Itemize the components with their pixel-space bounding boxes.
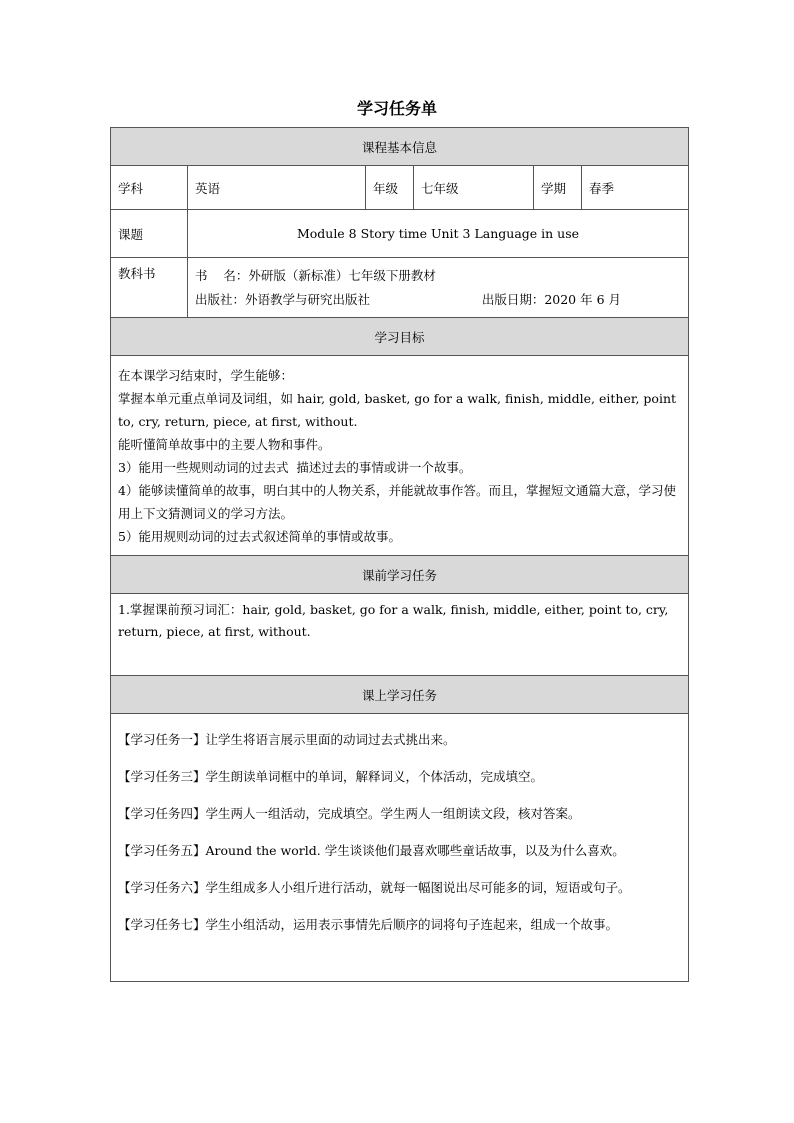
pre-class-tasks [111, 594, 689, 676]
objectives-list [111, 356, 689, 556]
objective-item: 能听懂简单故事中的主要人物和事件。 [118, 437, 331, 452]
grade-label: 年级 [366, 166, 414, 210]
section-header-pre-class: 课前学习任务 [111, 556, 689, 594]
term-value: 春季 [582, 166, 689, 210]
objective-item: 在本课学习结束时，学生能够： [118, 368, 294, 383]
pre-class-task-item: 1.掌握课前预习词汇：hair, gold, basket, go for a walk, finish, middle, either, point to, cry, return, piece, at first, without. [118, 602, 669, 639]
subject-label: 学科 [111, 166, 188, 210]
in-class-tasks [111, 714, 689, 982]
section-header-objectives: 学习目标 [111, 318, 689, 356]
publisher: 出版社：外语教学与研究出版社 [195, 291, 371, 307]
objective-item: 3）能用一些规则动词的过去式 描述过去的事情或讲一个故事。 [118, 460, 472, 475]
in-class-task-item: 【学习任务三】学生朗读单词框中的单词，解释词义，个体活动，完成填空。 [118, 769, 544, 784]
topic-value: Module 8 Story time Unit 3 Language in use [188, 210, 689, 258]
in-class-task-item: 【学习任务一】让学生将语言展示里面的动词过去式挑出来。 [118, 732, 456, 747]
book-name: 书 名：外研版（新标准）七年级下册教材 [195, 267, 436, 283]
publish-date: 出版日期：2020 年 6 月 [481, 291, 622, 307]
section-header-basic-info: 课程基本信息 [111, 128, 689, 166]
subject-value: 英语 [188, 166, 366, 210]
in-class-task-item: 【学习任务四】学生两人一组活动，完成填空。学生两人一组朗读文段，核对答案。 [118, 806, 581, 821]
in-class-task-item: 【学习任务七】学生小组活动，运用表示事情先后顺序的词将句子连起来，组成一个故事。 [118, 917, 619, 932]
term-label: 学期 [534, 166, 582, 210]
textbook-label: 教科书 [111, 258, 188, 318]
document-title: 学习任务单 [356, 99, 437, 118]
section-header-in-class: 课上学习任务 [111, 676, 689, 714]
grade-value: 七年级 [414, 166, 534, 210]
objective-item: 掌握本单元重点单词及词组，如 hair, gold, basket, go for a walk, finish, middle, either, point to, cry, return, piece, at first, without. [118, 391, 677, 429]
in-class-task-item: 【学习任务五】Around the world. 学生谈谈他们最喜欢哪些童话故事，以及为什么喜欢。 [118, 843, 625, 858]
in-class-task-item: 【学习任务六】学生组成多人小组斤进行活动，就每一幅图说出尽可能多的词，短语或句子。 [118, 880, 631, 895]
textbook-info [188, 258, 689, 318]
objective-item: 5）能用规则动词的过去式叙述简单的事情或故事。 [118, 529, 401, 544]
topic-label: 课题 [111, 210, 188, 258]
objective-item: 4）能够读懂简单的故事，明白其中的人物关系，并能就故事作答。而且，掌握短文通篇大意，学习使用上下文猜测词义的学习方法。 [118, 483, 676, 521]
task-sheet-table [110, 127, 689, 982]
